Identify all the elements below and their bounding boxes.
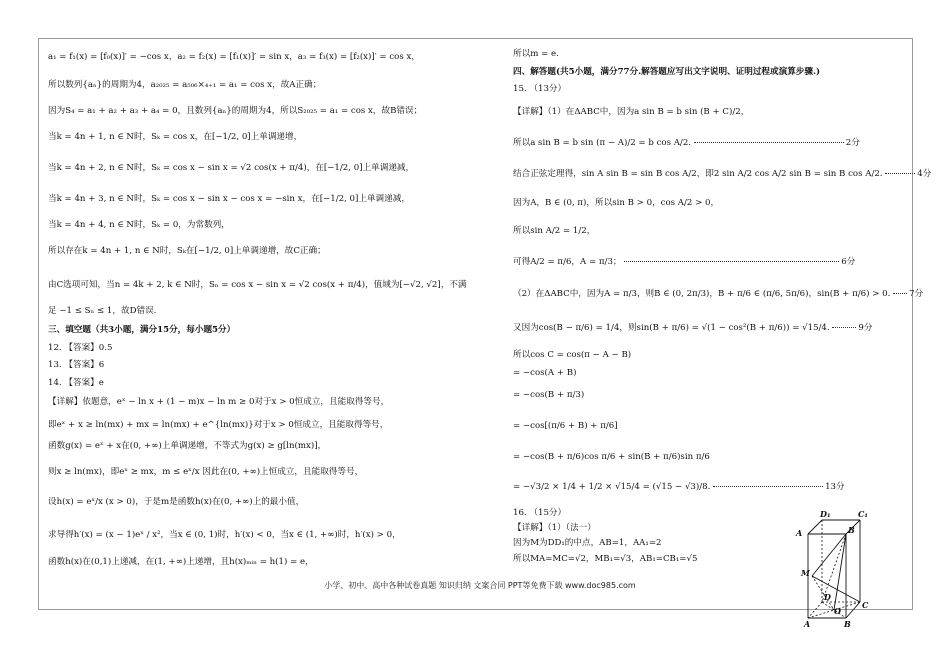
vertex-label: C	[862, 600, 869, 610]
text-line: a₁ = f₁(x) = [f₀(x)]′ = −cos x，a₂ = f₂(x) = [f₁(x)]′ = sin x，a₃ = f₃(x) = [f₂(x)]′ = cos x，	[48, 52, 420, 62]
score-leader	[713, 486, 823, 487]
step-text: 结合正弦定理得，sin A sin B = sin B cos A/2，即2 sin A/2 cos A/2 sin B = sin B cos A/2.	[513, 169, 883, 179]
scored-line	[513, 482, 845, 493]
text-line: 所以数列{aₙ}的周期为4，a₂₀₂₅ = a₅₀₆×₄₊₁ = a₁ = cos x，故A正确；	[48, 80, 322, 90]
text-line: 所以存在k = 4n + 1, n ∈ N时，Sₖ在[−1/2, 0]上单调递增，故C正确；	[48, 246, 326, 256]
step-text: = −√3/2 × 1/4 + 1/2 × √15/4 = (√15 − √3)/8.	[513, 482, 711, 492]
answer-line: 14. 【答案】e	[48, 378, 104, 388]
vertex-label: C₁	[858, 510, 868, 519]
score-leader	[893, 293, 907, 294]
text-line: 即eˣ + x ≥ ln(mx) + mx = ln(mx) + e^{ln(mx)}对于x > 0恒成立，且能取得等号，	[48, 420, 389, 430]
hidden-edge	[808, 602, 822, 618]
edge	[808, 520, 822, 534]
text-line: = −cos[(π/6 + B) + π/6]	[513, 421, 618, 431]
text-line: 当k = 4n + 1, n ∈ N时，Sₖ = cos x，在[−1/2, 0]上单调递增，	[48, 132, 303, 142]
footer-text: 小学、初中、高中各种试卷真题 知识归纳 文案合同 PPT等免费下载 www.doc985.com	[324, 581, 636, 590]
text-line: 【详解】依题意，eˣ − ln x + (1 − m)x − ln m ≥ 0对于x > 0恒成立，且能取得等号，	[48, 397, 390, 407]
score-mark: 4分	[917, 169, 932, 179]
score-mark: 9分	[858, 323, 873, 333]
answer-line: 13. 【答案】6	[48, 360, 105, 370]
cuboid-figure	[790, 510, 885, 628]
answer-line: 12. 【答案】0.5	[48, 343, 113, 353]
text-line: 因为M为DD₁的中点，AB=1，AA₁=2	[513, 538, 662, 548]
vertex-label: D₁	[820, 510, 831, 519]
text-line: 因为A，B ∈ (0, π)，所以sin B > 0，cos A/2 > 0，	[513, 198, 720, 208]
scored-line	[513, 138, 860, 149]
text-line: 设h(x) = eˣ/x (x > 0)，于是m是函数h(x)在(0, +∞)上的最小值，	[48, 497, 305, 507]
edge	[846, 602, 860, 618]
text-line: 当k = 4n + 4, n ∈ N时，Sₖ = 0，为常数列，	[48, 220, 230, 230]
step-text: 又因为cos(B − π/6) = 1/4，则sin(B + π/6) = √(1 − cos²(B + π/6)) = √15/4.	[513, 323, 830, 333]
question-number: 15. （13分）	[513, 84, 567, 94]
text-line: 所以MA=MC=√2，MB₁=√3，AB₁=CB₁=√5	[513, 554, 698, 564]
score-mark: 6分	[841, 257, 856, 267]
text-line: 当k = 4n + 2, n ∈ N时，Sₖ = cos x − sin x = √2 cos(x + π/4)，在[−1/2, 0]上单调递减，	[48, 163, 415, 173]
vertex-label: O	[834, 606, 841, 616]
scored-line	[513, 323, 872, 334]
scored-line	[513, 289, 923, 300]
text-line: 【详解】（1）（法一）	[513, 523, 596, 533]
score-mark: 7分	[909, 289, 924, 299]
score-mark: 2分	[845, 138, 860, 148]
vertex-label: B	[848, 525, 855, 535]
step-text: 可得A/2 = π/6，A = π/3；	[513, 257, 622, 267]
text-line: = −cos(B + π/3)	[513, 390, 585, 400]
text-line: 所以m = e.	[513, 49, 559, 59]
vertex-label: A	[804, 619, 811, 628]
text-line: 函数h(x)在(0,1)上递减，在(1, +∞)上递增，且h(x)ₘᵢₙ = h(1) = e，	[48, 557, 314, 567]
score-leader	[832, 327, 856, 328]
scored-line	[513, 169, 931, 180]
vertex-label: D	[824, 592, 831, 602]
step-text: （2）在ΔABC中，因为A = π/3，则B ∈ (0, 2π/3)，B + π/6 ∈ (π/6, 5π/6)，sin(B + π/6) > 0.	[513, 289, 891, 299]
step-text: 所以a sin B = b sin (π − A)/2 = b cos A/2.	[513, 138, 692, 148]
section-heading: 三、填空题（共3小题，满分15分，每小题5分）	[48, 325, 236, 335]
edge	[834, 534, 846, 610]
text-line: 当k = 4n + 3, n ∈ N时，Sₖ = cos x − sin x − cos x = −sin x，在[−1/2, 0]上单调递减，	[48, 194, 410, 204]
scored-line	[513, 257, 855, 268]
text-line: = −cos(A + B)	[513, 368, 577, 378]
text-line: 求导得h′(x) = (x − 1)eˣ / x²，当x ∈ (0, 1)时，h′(x) < 0，当x ∈ (1, +∞)时，h′(x) > 0，	[48, 530, 401, 540]
text-line: 因为S₄ = a₁ + a₂ + a₃ + a₄ = 0，且数列{aₙ}的周期为4，所以S₂₀₂₅ = a₁ = cos x，故B错误；	[48, 106, 423, 116]
question-number: 16. （15分）	[513, 508, 567, 518]
text-line: 则x ≥ ln(mx)，即eˣ ≥ mx，m ≤ eˣ/x 因此在(0, +∞)上恒成立，且能取得等号，	[48, 467, 364, 477]
text-line: 由C选项可知，当n = 4k + 2, k ∈ N时，Sₙ = cos x − sin x = √2 cos(x + π/4)，值域为[−√2, √2]，不满	[48, 280, 467, 290]
vertex-label: M	[801, 568, 810, 578]
text-line: 足 −1 ≤ Sₙ ≤ 1，故D错误.	[48, 306, 157, 316]
score-leader	[885, 173, 915, 174]
text-line: 所以cos C = cos(π − A − B)	[513, 350, 632, 360]
score-leader	[624, 261, 839, 262]
section-heading: 四、解答题(共5小题，满分77分.解答题应写出文字说明、证明过程或演算步骤.)	[513, 67, 821, 77]
text-line: 【详解】（1）在ΔABC中，因为a sin B = b sin (B + C)/2，	[513, 107, 750, 117]
score-leader	[694, 142, 844, 143]
text-line: = −cos(B + π/6)cos π/6 + sin(B + π/6)sin π/6	[513, 452, 710, 462]
text-line: 所以sin A/2 = 1/2，	[513, 226, 596, 236]
score-mark: 13分	[825, 482, 845, 492]
vertex-label: B	[844, 619, 851, 628]
vertex-label: A	[796, 528, 803, 538]
edge	[812, 534, 846, 576]
text-line: 函数g(x) = eˣ + x在(0, +∞)上单调递增，不等式为g(x) ≥ g[ln(mx)]，	[48, 441, 327, 451]
